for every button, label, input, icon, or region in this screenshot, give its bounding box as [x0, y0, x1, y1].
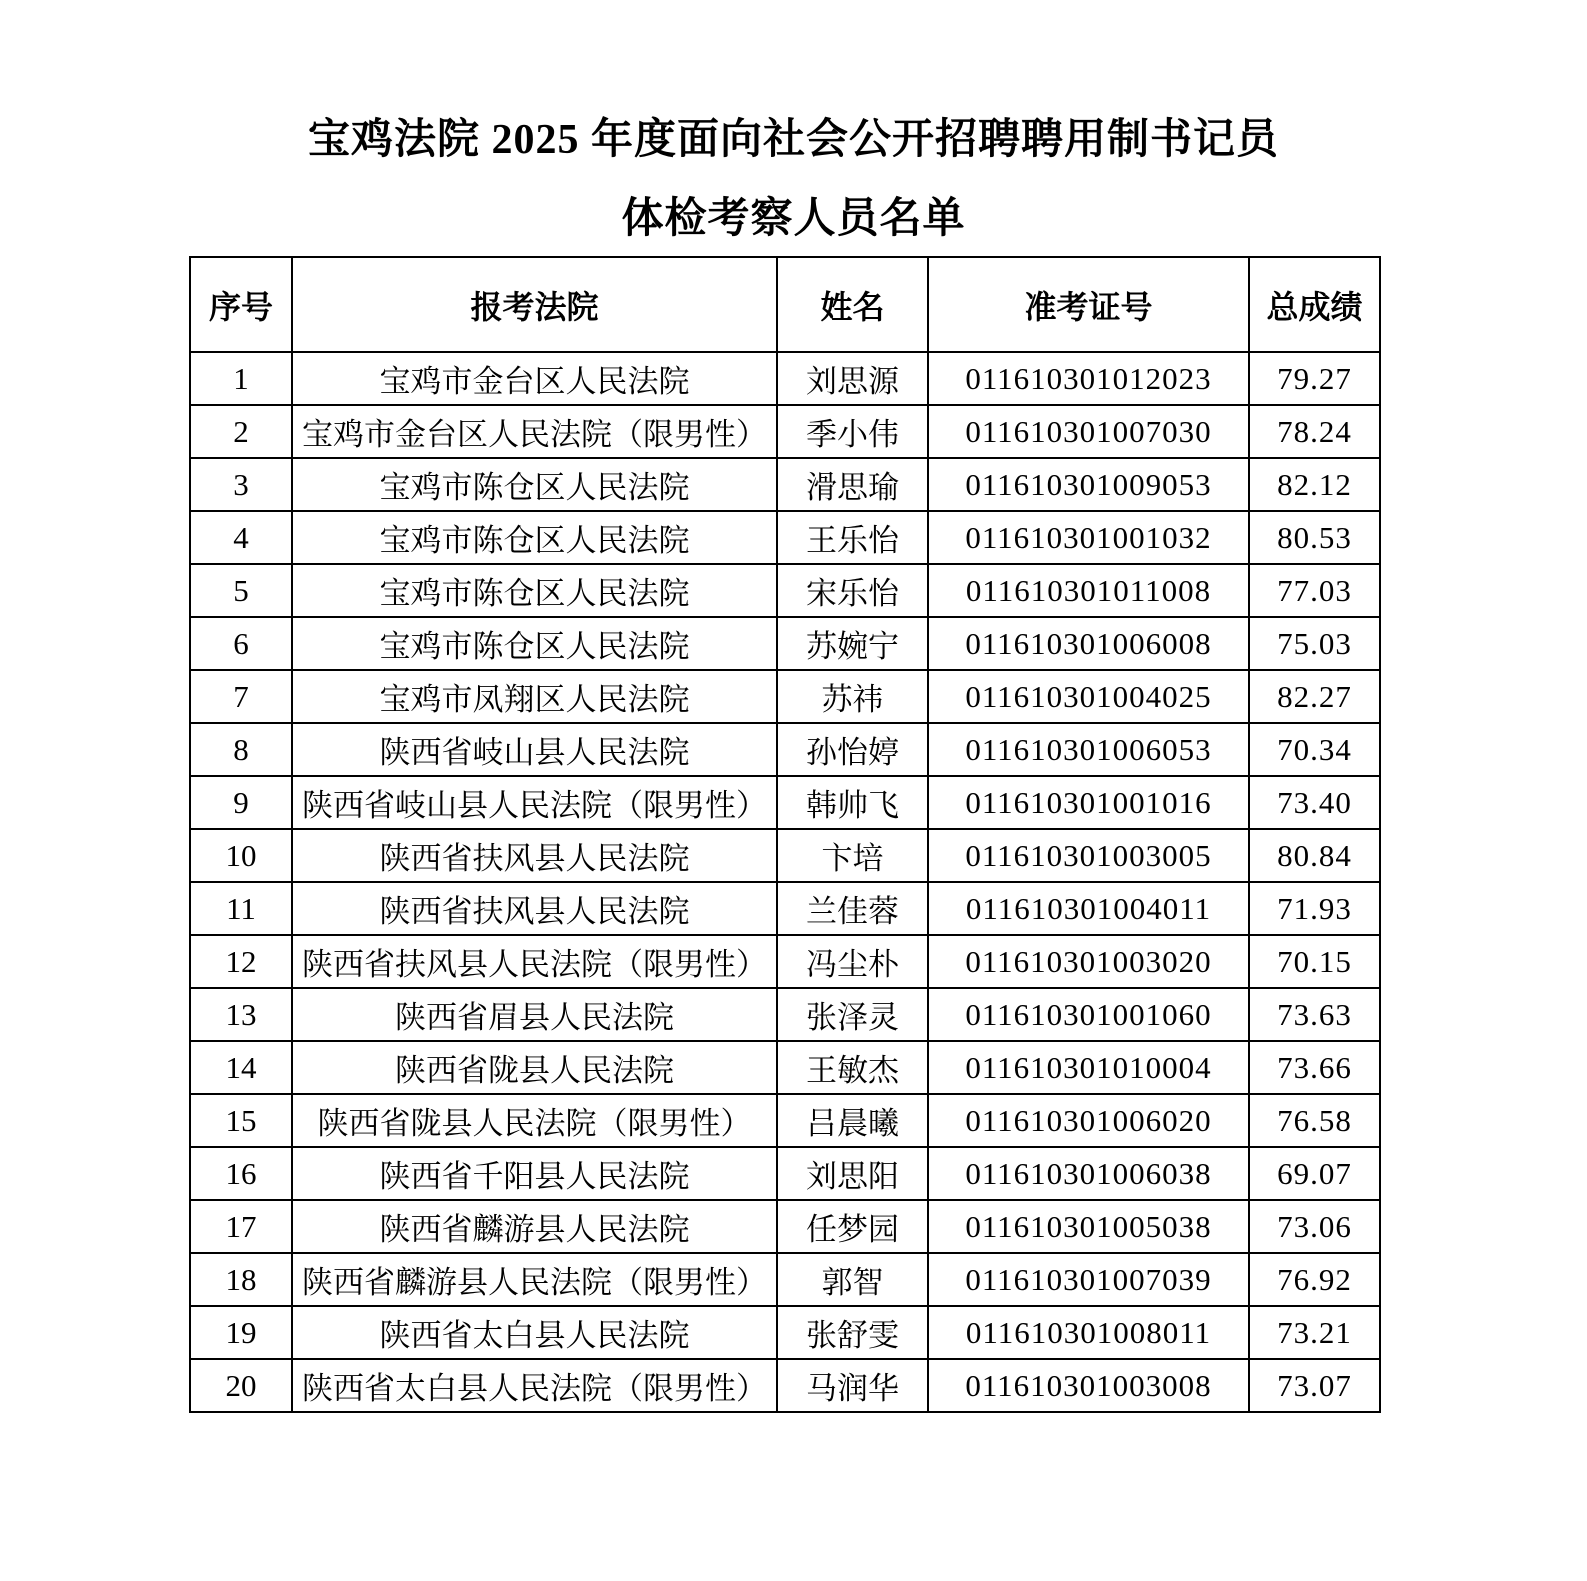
- cell-court: 陕西省麟游县人民法院: [292, 1200, 777, 1253]
- cell-name: 刘思阳: [777, 1147, 928, 1200]
- cell-score: 80.53: [1249, 511, 1380, 564]
- cell-ticket: 011610301003005: [928, 829, 1249, 882]
- cell-no: 10: [190, 829, 292, 882]
- cell-name: 宋乐怡: [777, 564, 928, 617]
- candidates-table: [189, 256, 1381, 1413]
- table-row: [190, 1041, 1380, 1094]
- cell-name: 王乐怡: [777, 511, 928, 564]
- table-row: [190, 1147, 1380, 1200]
- cell-score: 73.63: [1249, 988, 1380, 1041]
- cell-no: 20: [190, 1359, 292, 1412]
- cell-court: 陕西省陇县人民法院: [292, 1041, 777, 1094]
- cell-score: 73.21: [1249, 1306, 1380, 1359]
- cell-ticket: 011610301001060: [928, 988, 1249, 1041]
- cell-score: 73.06: [1249, 1200, 1380, 1253]
- cell-ticket: 011610301006020: [928, 1094, 1249, 1147]
- cell-court: 宝鸡市凤翔区人民法院: [292, 670, 777, 723]
- cell-score: 82.27: [1249, 670, 1380, 723]
- cell-court: 宝鸡市陈仓区人民法院: [292, 617, 777, 670]
- cell-no: 6: [190, 617, 292, 670]
- cell-court: 陕西省陇县人民法院（限男性）: [292, 1094, 777, 1147]
- cell-score: 79.27: [1249, 352, 1380, 405]
- header-cell-no: 序号: [190, 257, 292, 352]
- cell-ticket: 011610301012023: [928, 352, 1249, 405]
- cell-ticket: 011610301011008: [928, 564, 1249, 617]
- cell-score: 82.12: [1249, 458, 1380, 511]
- cell-name: 季小伟: [777, 405, 928, 458]
- cell-score: 73.66: [1249, 1041, 1380, 1094]
- cell-court: 陕西省太白县人民法院: [292, 1306, 777, 1359]
- cell-ticket: 011610301010004: [928, 1041, 1249, 1094]
- table-row: [190, 1359, 1380, 1412]
- cell-name: 冯尘朴: [777, 935, 928, 988]
- cell-court: 陕西省太白县人民法院（限男性）: [292, 1359, 777, 1412]
- cell-name: 马润华: [777, 1359, 928, 1412]
- table-row: [190, 776, 1380, 829]
- cell-ticket: 011610301009053: [928, 458, 1249, 511]
- cell-name: 王敏杰: [777, 1041, 928, 1094]
- cell-score: 75.03: [1249, 617, 1380, 670]
- document-title-line1: 宝鸡法院 2025 年度面向社会公开招聘聘用制书记员: [307, 117, 1279, 163]
- table-row: [190, 1306, 1380, 1359]
- table-row: [190, 670, 1380, 723]
- cell-court: 陕西省扶风县人民法院: [292, 882, 777, 935]
- cell-name: 郭智: [777, 1253, 928, 1306]
- cell-no: 5: [190, 564, 292, 617]
- table-row: [190, 935, 1380, 988]
- cell-court: 宝鸡市陈仓区人民法院: [292, 564, 777, 617]
- table-row: [190, 405, 1380, 458]
- cell-ticket: 011610301007030: [928, 405, 1249, 458]
- cell-score: 78.24: [1249, 405, 1380, 458]
- cell-court: 陕西省麟游县人民法院（限男性）: [292, 1253, 777, 1306]
- cell-no: 16: [190, 1147, 292, 1200]
- cell-score: 70.15: [1249, 935, 1380, 988]
- cell-court: 宝鸡市陈仓区人民法院: [292, 458, 777, 511]
- header-cell-court: 报考法院: [292, 257, 777, 352]
- header-cell-ticket: 准考证号: [928, 257, 1249, 352]
- table-row: [190, 511, 1380, 564]
- cell-score: 77.03: [1249, 564, 1380, 617]
- cell-ticket: 011610301004011: [928, 882, 1249, 935]
- header-cell-score: 总成绩: [1249, 257, 1380, 352]
- table-body: [190, 352, 1380, 1412]
- cell-score: 73.07: [1249, 1359, 1380, 1412]
- cell-score: 76.58: [1249, 1094, 1380, 1147]
- cell-ticket: 011610301004025: [928, 670, 1249, 723]
- table-row: [190, 1200, 1380, 1253]
- cell-ticket: 011610301005038: [928, 1200, 1249, 1253]
- cell-no: 13: [190, 988, 292, 1041]
- cell-score: 73.40: [1249, 776, 1380, 829]
- document-title-line2: 体检考察人员名单: [621, 195, 966, 242]
- cell-ticket: 011610301003020: [928, 935, 1249, 988]
- cell-no: 11: [190, 882, 292, 935]
- cell-name: 张舒雯: [777, 1306, 928, 1359]
- cell-court: 陕西省岐山县人民法院: [292, 723, 777, 776]
- cell-name: 韩帅飞: [777, 776, 928, 829]
- cell-name: 刘思源: [777, 352, 928, 405]
- table-row: [190, 352, 1380, 405]
- cell-no: 12: [190, 935, 292, 988]
- table-row: [190, 617, 1380, 670]
- cell-no: 4: [190, 511, 292, 564]
- cell-court: 陕西省岐山县人民法院（限男性）: [292, 776, 777, 829]
- cell-ticket: 011610301006038: [928, 1147, 1249, 1200]
- cell-no: 14: [190, 1041, 292, 1094]
- cell-no: 8: [190, 723, 292, 776]
- cell-ticket: 011610301001016: [928, 776, 1249, 829]
- cell-no: 19: [190, 1306, 292, 1359]
- cell-name: 张泽灵: [777, 988, 928, 1041]
- table-row: [190, 1094, 1380, 1147]
- cell-name: 苏祎: [777, 670, 928, 723]
- cell-no: 9: [190, 776, 292, 829]
- cell-no: 15: [190, 1094, 292, 1147]
- cell-score: 69.07: [1249, 1147, 1380, 1200]
- cell-no: 2: [190, 405, 292, 458]
- cell-no: 1: [190, 352, 292, 405]
- cell-court: 陕西省扶风县人民法院（限男性）: [292, 935, 777, 988]
- cell-court: 陕西省扶风县人民法院: [292, 829, 777, 882]
- cell-court: 宝鸡市陈仓区人民法院: [292, 511, 777, 564]
- cell-ticket: 011610301001032: [928, 511, 1249, 564]
- cell-court: 宝鸡市金台区人民法院（限男性）: [292, 405, 777, 458]
- table-row: [190, 988, 1380, 1041]
- cell-name: 苏婉宁: [777, 617, 928, 670]
- cell-score: 76.92: [1249, 1253, 1380, 1306]
- cell-name: 兰佳蓉: [777, 882, 928, 935]
- table-row: [190, 882, 1380, 935]
- cell-score: 70.34: [1249, 723, 1380, 776]
- table-header-row: [190, 257, 1380, 352]
- cell-ticket: 011610301003008: [928, 1359, 1249, 1412]
- cell-score: 71.93: [1249, 882, 1380, 935]
- table-row: [190, 723, 1380, 776]
- cell-court: 陕西省千阳县人民法院: [292, 1147, 777, 1200]
- table-row: [190, 1253, 1380, 1306]
- cell-no: 3: [190, 458, 292, 511]
- table-row: [190, 458, 1380, 511]
- cell-no: 7: [190, 670, 292, 723]
- cell-score: 80.84: [1249, 829, 1380, 882]
- cell-name: 任梦园: [777, 1200, 928, 1253]
- cell-name: 滑思瑜: [777, 458, 928, 511]
- cell-ticket: 011610301007039: [928, 1253, 1249, 1306]
- table-row: [190, 564, 1380, 617]
- cell-ticket: 011610301006008: [928, 617, 1249, 670]
- cell-name: 卞培: [777, 829, 928, 882]
- cell-no: 18: [190, 1253, 292, 1306]
- cell-court: 宝鸡市金台区人民法院: [292, 352, 777, 405]
- cell-ticket: 011610301008011: [928, 1306, 1249, 1359]
- header-cell-name: 姓名: [777, 257, 928, 352]
- cell-ticket: 011610301006053: [928, 723, 1249, 776]
- cell-no: 17: [190, 1200, 292, 1253]
- table-row: [190, 829, 1380, 882]
- cell-name: 吕晨曦: [777, 1094, 928, 1147]
- cell-name: 孙怡婷: [777, 723, 928, 776]
- cell-court: 陕西省眉县人民法院: [292, 988, 777, 1041]
